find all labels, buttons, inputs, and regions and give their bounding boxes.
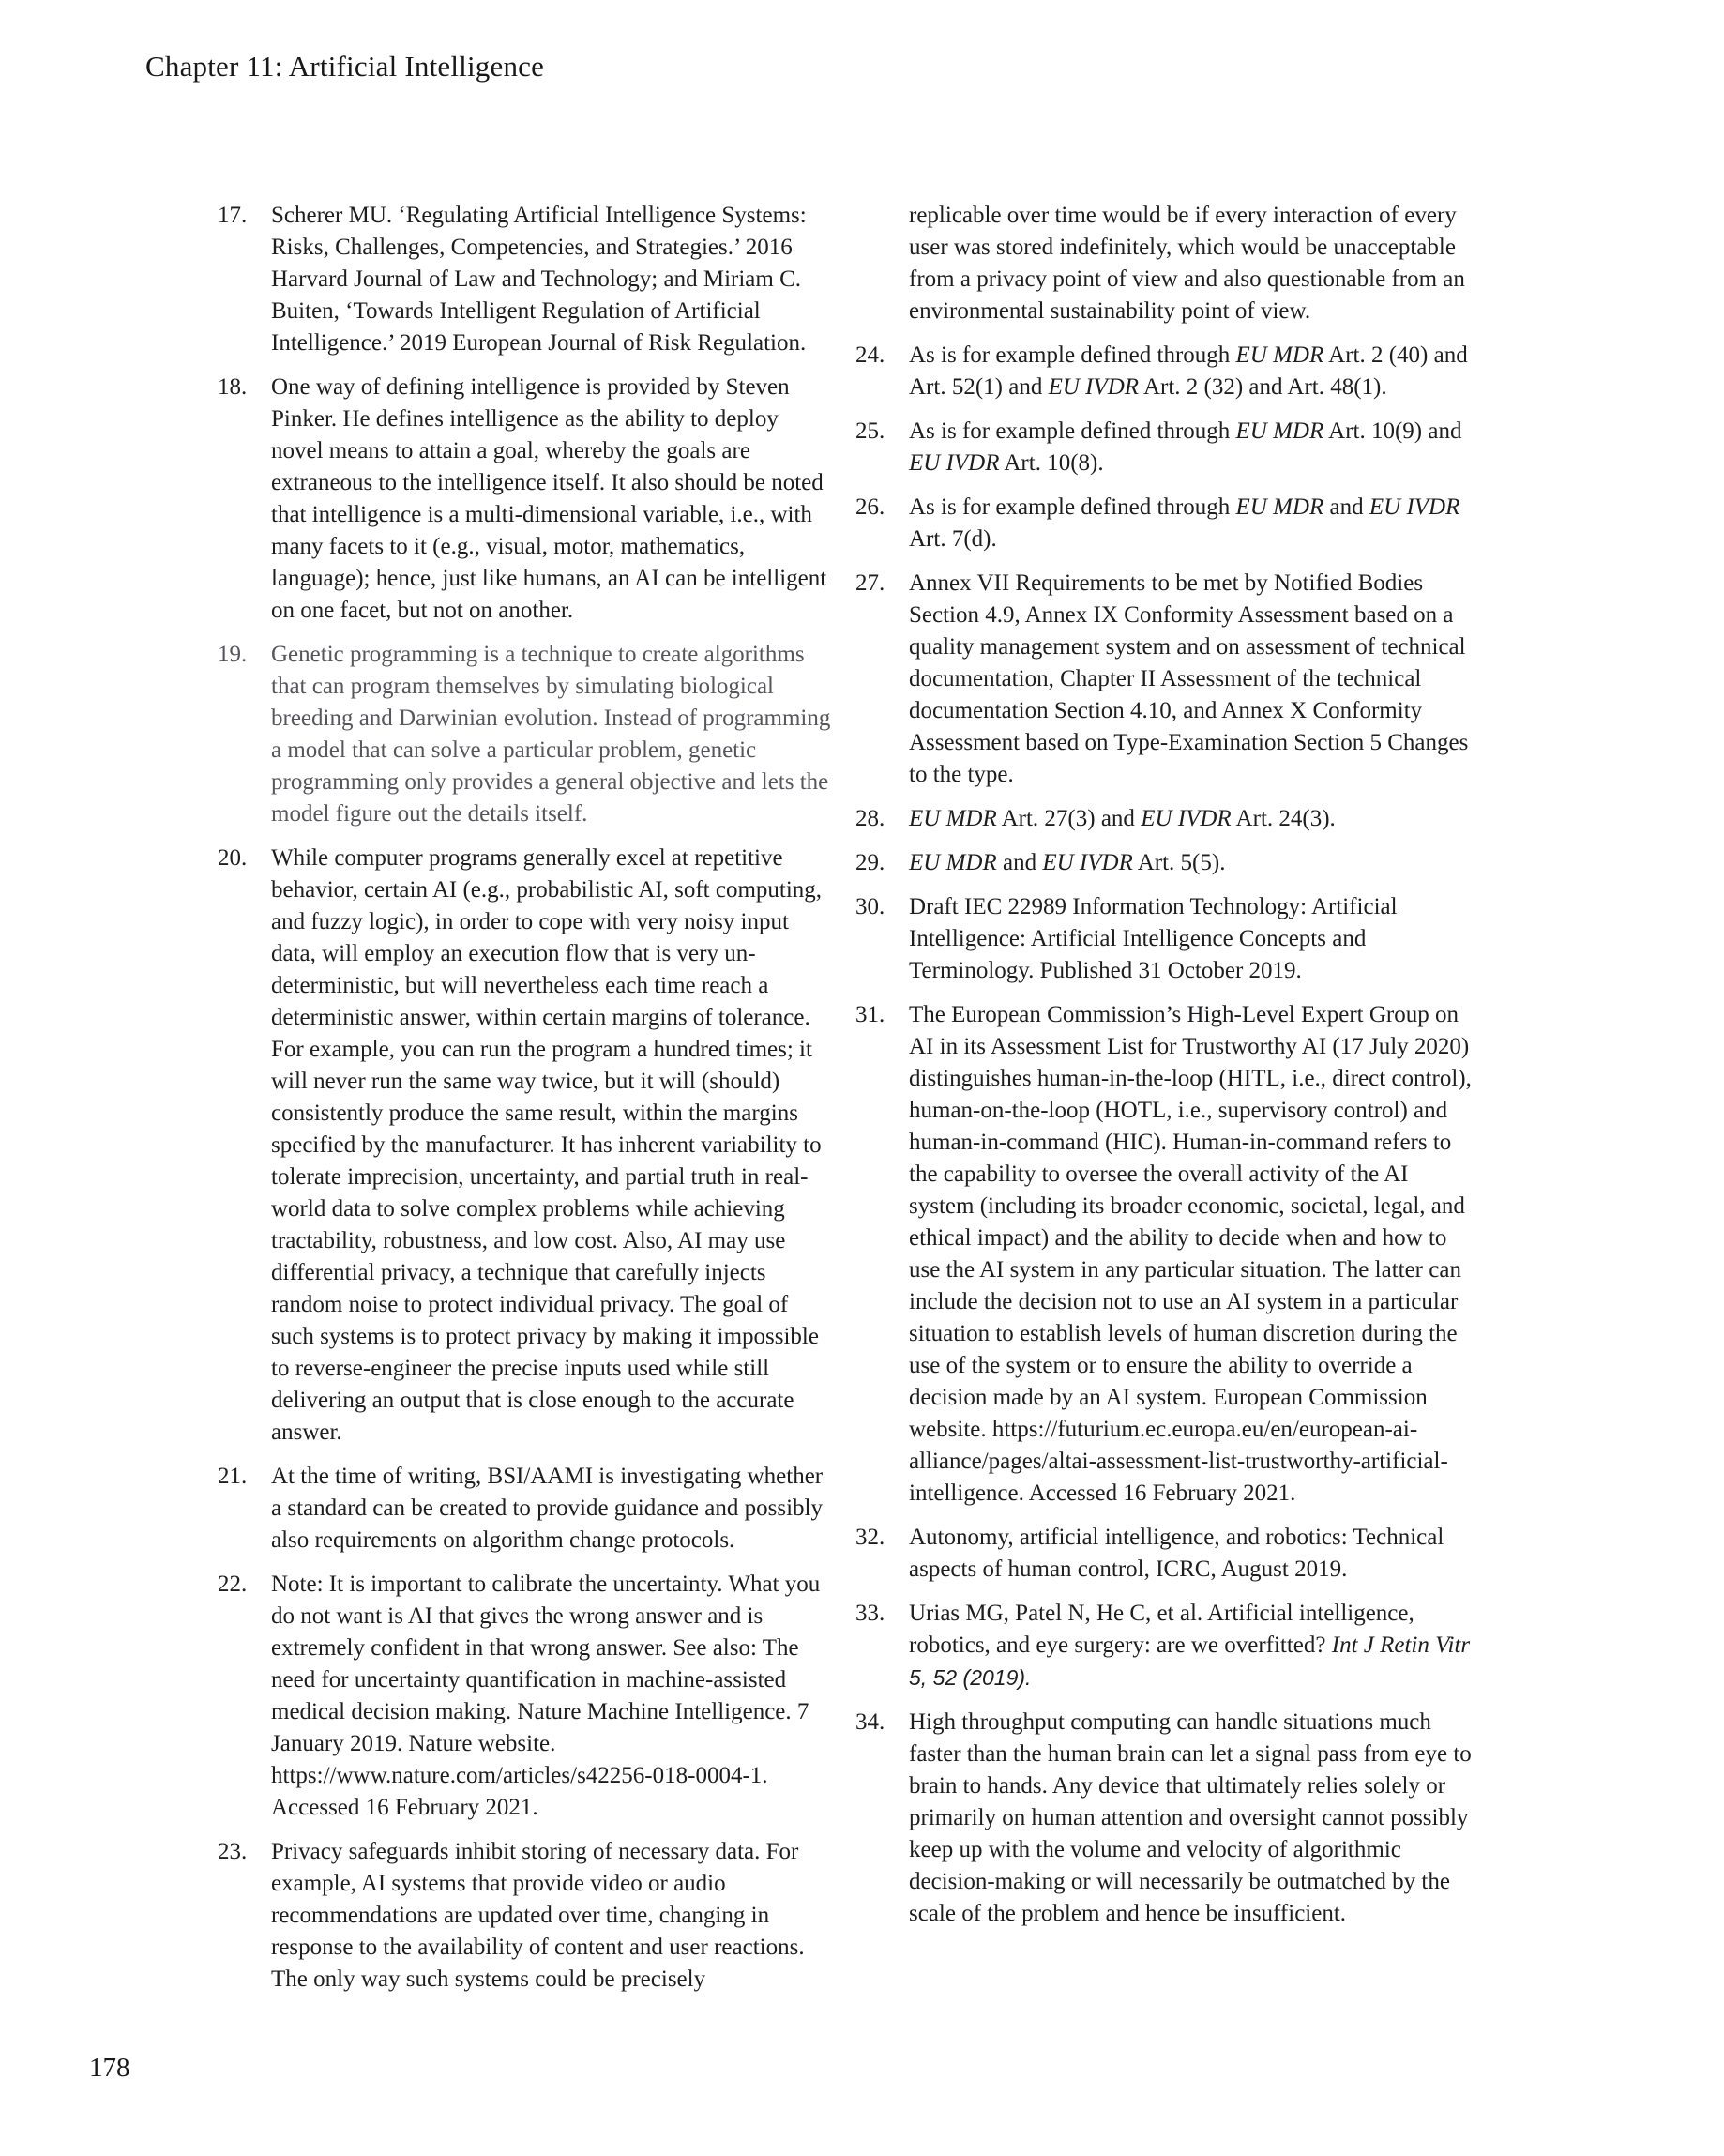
endnote-text [271,1461,833,1556]
endnote-text-run: High throughput computing can handle situations much faster than the human brain can let a signal pass from eye to brain to hands. Any device that ultimately relies solely or primarily on human attention and oversight cannot possibly keep up with the volume and velocity of algorithmic decision-making or will necessarily be outmatched by the scale of the problem and hence be insufficient. [909,1709,1472,1926]
endnote-text [909,999,1472,1510]
endnote-text-emphasis: EU IVDR [1048,374,1140,400]
endnote-text-run: Art. 24(3). [1231,806,1336,831]
endnote-text-run: As is for example defined through [909,494,1236,520]
endnote-text-emphasis: Int J Retin Vitr [1331,1632,1471,1658]
endnote-number: 25. [855,418,885,444]
endnote-number: 23. [218,1839,248,1864]
endnote-number: 28. [855,806,885,831]
endnote-number: 24. [855,342,885,368]
endnote-20 [218,843,833,1449]
endnote-text-emphasis: EU MDR [1235,342,1324,368]
endnote-text-run: Genetic programming is a technique to create algorithms that can program themselves by simulating biological breeding and Darwinian evolution. Instead of programming a model that can solve a particular problem, genetic programming only provides a general objective and lets the model figure out the details itself. [271,642,831,827]
endnote-text [909,568,1472,791]
endnote-29 [855,847,1474,879]
endnote-number [855,200,909,327]
endnotes-left-column [218,200,833,2008]
endnote-text [909,340,1472,403]
endnote-21 [218,1461,833,1556]
endnote-number: 33. [855,1601,885,1626]
endnote-text-run: replicable over time would be if every interaction of every user was stored indefinitely, which would be unacceptable from a privacy point of view and also questionable from an environmental sustainability point of view. [909,203,1465,324]
endnote-24 [855,340,1474,403]
endnote-text-run: Art. 10(9) and [1323,418,1462,444]
endnote-text-run: Note: It is important to calibrate the uncertainty. What you do not want is AI that gives the wrong answer and is extremely confident in that wrong answer. See also: The need for uncertainty quantification in machine-assisted medical decision making. Nature Machine Intelligence. 7 January 2019. Nature website. https://www.nature.com/articles/s42256-018-0004-1. Accessed 16 February 2021. [271,1571,821,1820]
endnote-text [909,1598,1472,1694]
endnote-text-run: and [1323,494,1369,520]
endnote-text-run: Privacy safeguards inhibit storing of necessary data. For example, AI systems that provide video or audio recommendations are updated over time, changing in response to the availability of content and user reactions. The only way such systems could be precisely [271,1839,805,1992]
endnote-text-run: Art. 5(5). [1132,850,1226,875]
endnote-number: 18. [218,374,248,400]
endnote-continuation [855,200,1474,327]
endnotes-right-column [855,200,1474,1942]
endnote-28 [855,803,1474,835]
endnote-number: 34. [855,1709,885,1735]
page-number: 178 [89,2053,130,2083]
endnote-text-run: At the time of writing, BSI/AAMI is investigating whether a standard can be created to provide guidance and possibly also requirements on algorithm change protocols. [271,1464,824,1553]
endnote-text-run: Art. 27(3) and [996,806,1142,831]
endnote-text-emphasis: 5, 52 (2019). [909,1665,1032,1690]
endnote-text [271,1836,833,1996]
endnote-34 [855,1707,1474,1930]
endnote-30 [855,891,1474,987]
endnote-text-run: Urias MG, Patel N, He C, et al. Artificial intelligence, robotics, and eye surgery: are we overfitted? [909,1601,1414,1658]
endnote-text-run: and [996,850,1043,875]
endnote-text-emphasis: EU MDR [1235,418,1324,444]
endnote-text [909,492,1472,555]
endnote-text-run: One way of defining intelligence is provided by Steven Pinker. He defines intelligence as the ability to deploy novel means to attain a goal, whereby the goals are extraneous to the intelligence itself. It also should be noted that intelligence is a multi-dimensional variable, i.e., with many facets to it (e.g., visual, motor, mathematics, language); hence, just like humans, an AI can be intelligent on one facet, but not on another. [271,374,827,623]
endnote-number: 22. [218,1571,248,1597]
endnote-19 [218,639,833,830]
endnote-27 [855,568,1474,791]
endnote-32 [855,1522,1474,1586]
endnote-number: 19. [218,642,248,667]
endnote-text-emphasis: EU IVDR [909,450,1000,476]
endnote-number: 32. [855,1525,885,1550]
endnote-text [909,1707,1472,1930]
endnote-18 [218,372,833,627]
endnote-text [909,847,1472,879]
endnote-17 [218,200,833,359]
endnote-number: 26. [855,494,885,520]
endnote-23 [218,1836,833,1996]
endnote-text-run: While computer programs generally excel at repetitive behavior, certain AI (e.g., probabilistic AI, soft computing, and fuzzy logic), in order to cope with very noisy input data, will employ an execution flow that is very un-deterministic, but will nevertheless each time reach a deterministic answer, within certain margins of tolerance. For example, you can run the program a hundred times; it will never run the same way twice, but it will (should) consistently produce the same result, within the margins specified by the manufacturer. It has inherent variability to tolerate imprecision, uncertainty, and partial truth in real-world data to solve complex problems while achieving tractability, robustness, and low cost. Also, AI may use differential privacy, a technique that carefully injects random noise to protect individual privacy. The goal of such systems is to protect privacy by making it impossible to reverse-engineer the precise inputs used while still delivering an output that is close enough to the accurate answer. [271,845,823,1445]
endnote-text [909,803,1472,835]
endnote-text-run: Art. 2 (40) and Art. 52(1) and [909,342,1468,400]
endnote-text-run: Art. 7(d). [909,526,997,552]
endnote-31 [855,999,1474,1510]
endnote-text-emphasis: EU MDR [1235,494,1324,520]
endnote-number: 31. [855,1002,885,1027]
endnote-number: 29. [855,850,885,875]
endnote-number: 21. [218,1464,248,1489]
endnote-text-run: As is for example defined through [909,342,1236,368]
endnote-text-run: Draft IEC 22989 Information Technology: Artificial Intelligence: Artificial Intelligence Concepts and Terminology. Published 31 October 2019. [909,894,1398,983]
endnote-text [909,891,1472,987]
endnote-text-emphasis: EU MDR [909,850,997,875]
endnote-26 [855,492,1474,555]
endnote-text-run: As is for example defined through [909,418,1236,444]
endnote-text-emphasis: EU MDR [909,806,997,831]
chapter-header: Chapter 11: Artificial Intelligence [145,50,545,83]
endnote-text [271,1569,833,1824]
endnote-25 [855,416,1474,479]
endnote-text [271,639,833,830]
endnote-22 [218,1569,833,1824]
endnote-text [271,843,833,1449]
endnote-text-run: Annex VII Requirements to be met by Notified Bodies Section 4.9, Annex IX Conformity Assessment based on a quality management system and on assessment of technical documentation, Chapter II Assessment of the technical documentation Section 4.10, and Annex X Conformity Assessment based on Type-Examination Section 5 Changes to the type. [909,570,1469,787]
endnote-text [909,1522,1472,1586]
endnote-text-run: The European Commission’s High-Level Expert Group on AI in its Assessment List for Trustworthy AI (17 July 2020) distinguishes human-in-the-loop (HITL, i.e., direct control), human-on-the-loop (HOTL, i.e., supervisory control) and human-in-command (HIC). Human-in-command refers to the capability to oversee the overall activity of the AI system (including its broader economic, societal, legal, and ethical impact) and the ability to decide when and how to use the AI system in any particular situation. The latter can include the decision not to use an AI system in a particular situation to establish levels of human discretion during the use of the system or to ensure the ability to override a decision made by an AI system. European Commission website. https://futurium.ec.europa.eu/en/european-ai-alliance/pages/altai-assessment-list-trustworthy-artificial-intelligence. Accessed 16 February 2021. [909,1002,1472,1506]
endnote-text-run: Art. 2 (32) and Art. 48(1). [1139,374,1387,400]
endnote-number: 17. [218,203,248,228]
endnote-number: 30. [855,894,885,919]
endnote-text [909,416,1472,479]
endnote-text-run: Autonomy, artificial intelligence, and robotics: Technical aspects of human control, ICRC, August 2019. [909,1525,1444,1582]
endnote-text [271,372,833,627]
endnote-text-run: Scherer MU. ‘Regulating Artificial Intelligence Systems: Risks, Challenges, Competencies, and Strategies.’ 2016 Harvard Journal of Law and Technology; and Miriam C. Buiten, ‘Towards Intelligent Regulation of Artificial Intelligence.’ 2019 European Journal of Risk Regulation. [271,203,807,356]
endnote-33 [855,1598,1474,1694]
endnote-number: 20. [218,845,248,871]
endnote-text-emphasis: EU IVDR [1042,850,1133,875]
endnote-text-emphasis: EU IVDR [1141,806,1232,831]
endnote-text-run: Art. 10(8). [999,450,1104,476]
endnote-number: 27. [855,570,885,596]
endnote-text [271,200,833,359]
endnote-text [909,200,1472,327]
endnote-text-emphasis: EU IVDR [1369,494,1460,520]
